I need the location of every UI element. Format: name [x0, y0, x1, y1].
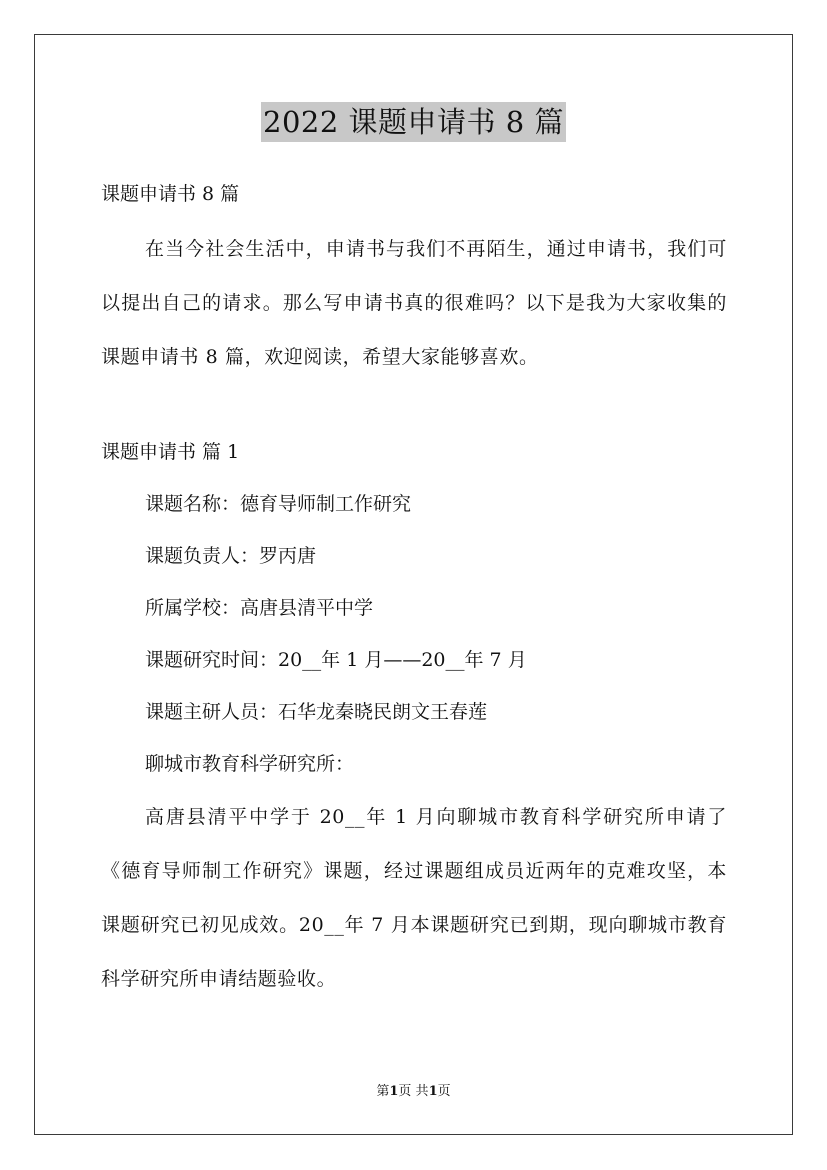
page-footer — [0, 1082, 827, 1102]
subtitle: 课题申请书 8 篇 — [101, 183, 240, 205]
document-title[interactable]: 2022 课题申请书 8 篇 — [261, 102, 566, 142]
footer-page-mid: 页 共 — [398, 1084, 429, 1099]
field-topic-name: 课题名称：德育导师制工作研究 — [145, 493, 412, 515]
field-research-period: 课题研究时间：20__年 1 月——20__年 7 月 — [145, 649, 527, 671]
intro-paragraph: 在当今社会生活中，申请书与我们不再陌生，通过申请书，我们可以提出自己的请求。那么写申请书真的很难吗？以下是我为大家收集的课题申请书 8 篇，欢迎阅读，希望大家能够喜欢。 — [101, 238, 727, 368]
footer-page-total: 1 — [428, 1084, 438, 1099]
document-body — [101, 172, 727, 1006]
footer-page-number: 1 — [389, 1084, 399, 1099]
title-container — [0, 102, 827, 142]
salutation: 聊城市教育科学研究所： — [145, 753, 355, 775]
body-paragraph: 高唐县清平中学于 20__年 1 月向聊城市教育科学研究所申请了《德育导师制工作研究》课题，经过课题组成员近两年的克难攻坚，本课题研究已初见成效。20__年 7 月本课题研究已到期，现向聊城市教育科学研究所申请结题验收。 — [101, 806, 727, 990]
section-gap — [101, 384, 727, 430]
field-school: 所属学校：高唐县清平中学 — [145, 597, 374, 619]
footer-page-prefix: 第 — [376, 1084, 390, 1099]
field-topic-lead: 课题负责人：罗丙唐 — [145, 545, 317, 567]
field-main-researchers: 课题主研人员：石华龙秦晓民朗文王春莲 — [145, 701, 488, 723]
footer-page-suffix: 页 — [437, 1084, 451, 1099]
section-heading: 课题申请书 篇 1 — [101, 441, 240, 463]
